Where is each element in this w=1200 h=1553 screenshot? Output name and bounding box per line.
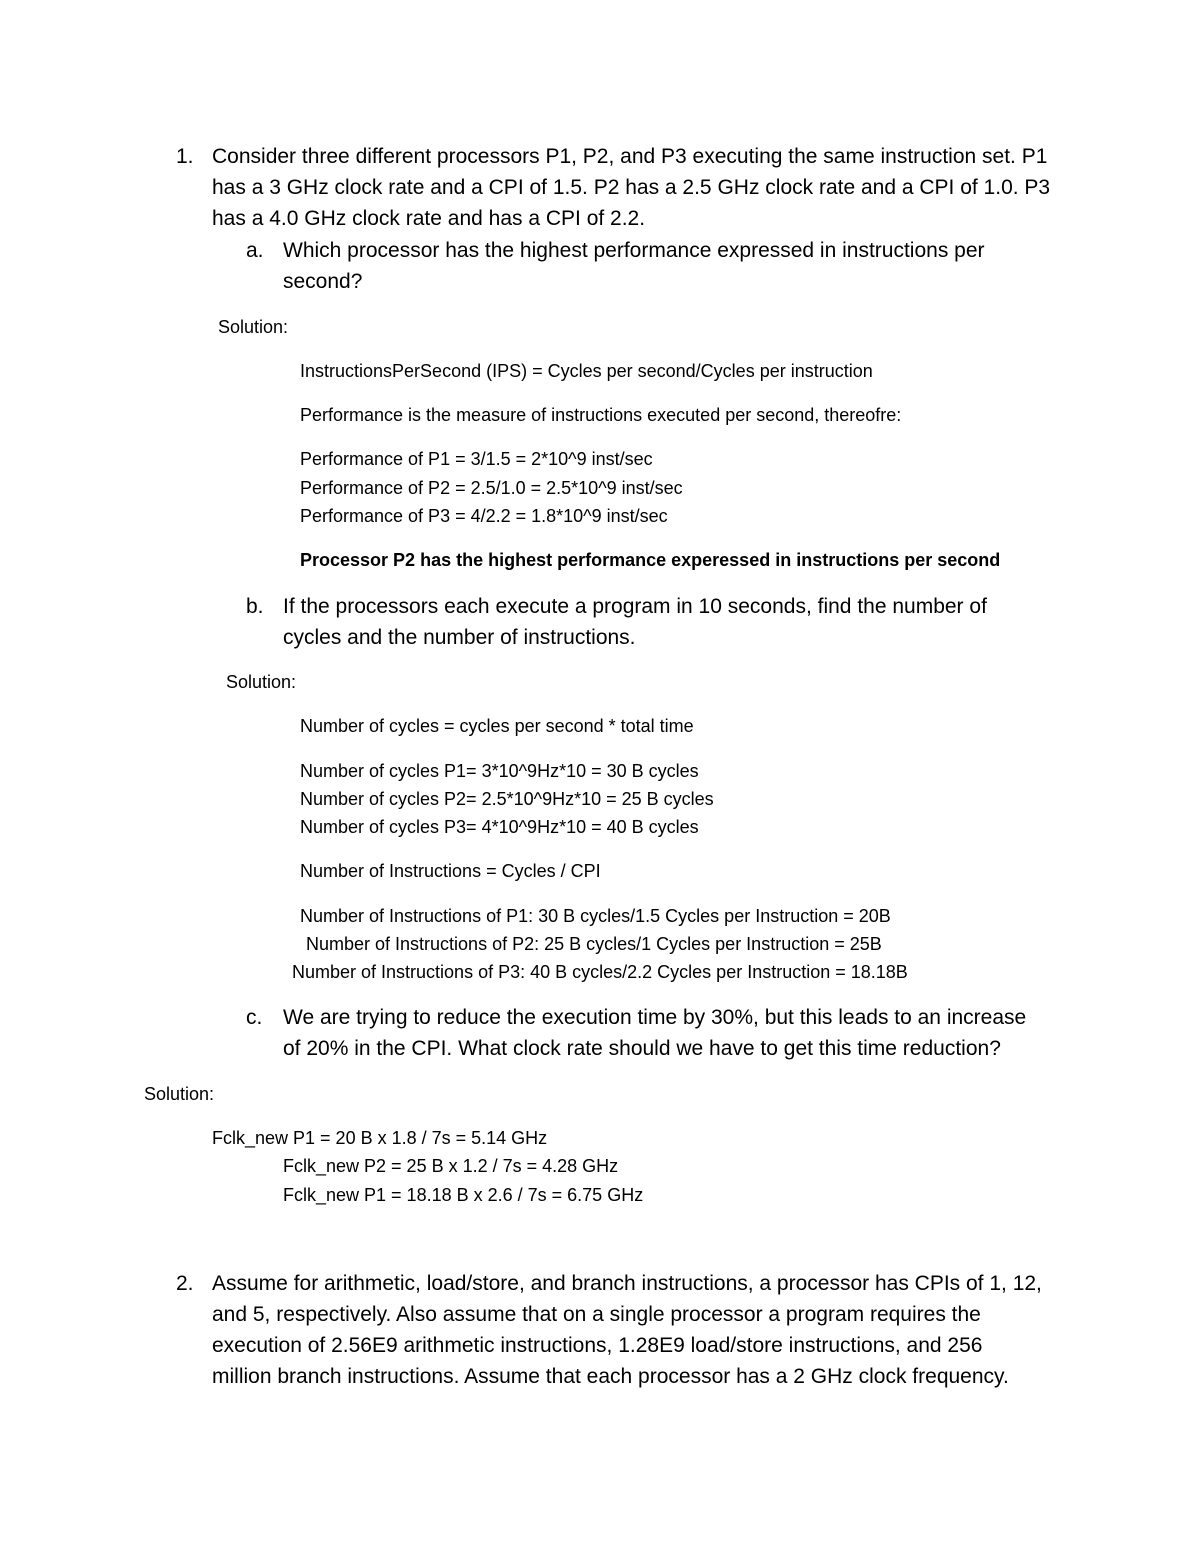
q1c-solution-label: Solution: [144, 1084, 215, 1104]
q1a-text-line-1: Which processor has the highest performance expressed in instructions per [283, 239, 985, 262]
fclk-p1-second: Fclk_new P1 = 18.18 B x 2.6 / 7s = 6.75 GHz [283, 1185, 644, 1205]
instructions-p2: Number of Instructions of P2: 25 B cycles/1 Cycles per Instruction = 25B [306, 934, 882, 954]
cycles-p1: Number of cycles P1= 3*10^9Hz*10 = 30 B cycles [300, 761, 699, 781]
performance-p3: Performance of P3 = 4/2.2 = 1.8*10^9 inst/sec [300, 506, 668, 526]
q1-text-line-2: has a 3 GHz clock rate and a CPI of 1.5. P2 has a 2.5 GHz clock rate and a CPI of 1.0. P3 [212, 176, 1051, 199]
performance-p2: Performance of P2 = 2.5/1.0 = 2.5*10^9 inst/sec [300, 478, 683, 498]
q1b-solution-label: Solution: [226, 672, 297, 692]
q1-number: 1. [176, 145, 194, 168]
q1c-text-line-1: We are trying to reduce the execution time by 30%, but this leads to an increase [283, 1006, 1027, 1029]
instructions-definition: Number of Instructions = Cycles / CPI [300, 861, 601, 881]
cycles-definition: Number of cycles = cycles per second * total time [300, 716, 694, 736]
cycles-p2: Number of cycles P2= 2.5*10^9Hz*10 = 25 B cycles [300, 789, 714, 809]
instructions-p3: Number of Instructions of P3: 40 B cycles/2.2 Cycles per Instruction = 18.18B [292, 962, 908, 982]
q1b-label: b. [246, 595, 264, 618]
q1a-text-line-2: second? [283, 270, 363, 293]
q1a-conclusion: Processor P2 has the highest performance experessed in instructions per second [300, 550, 1001, 570]
q1-text-line-1: Consider three different processors P1, P2, and P3 executing the same instruction set. P1 [212, 145, 1048, 168]
performance-definition: Performance is the measure of instructions executed per second, thereofre: [300, 405, 902, 425]
q2-number: 2. [176, 1272, 194, 1295]
q1b-text-line-2: cycles and the number of instructions. [283, 626, 636, 649]
performance-p1: Performance of P1 = 3/1.5 = 2*10^9 inst/sec [300, 449, 653, 469]
fclk-p2: Fclk_new P2 = 25 B x 1.2 / 7s = 4.28 GHz [283, 1156, 619, 1176]
cycles-p3: Number of cycles P3= 4*10^9Hz*10 = 40 B cycles [300, 817, 699, 837]
ips-definition: InstructionsPerSecond (IPS) = Cycles per second/Cycles per instruction [300, 361, 873, 381]
q2-text-line-4: million branch instructions. Assume that each processor has a 2 GHz clock frequency. [212, 1365, 1009, 1388]
q1c-text-line-2: of 20% in the CPI. What clock rate should we have to get this time reduction? [283, 1037, 1001, 1060]
q2-text-line-2: and 5, respectively. Also assume that on a single processor a program requires the [212, 1303, 981, 1326]
q1a-solution-label: Solution: [218, 317, 289, 337]
q1a-label: a. [246, 239, 264, 262]
q2-text-line-1: Assume for arithmetic, load/store, and branch instructions, a processor has CPIs of 1, 12, [212, 1272, 1042, 1295]
q1b-text-line-1: If the processors each execute a program in 10 seconds, find the number of [283, 595, 987, 618]
q1-text-line-3: has a 4.0 GHz clock rate and has a CPI of 2.2. [212, 207, 646, 230]
instructions-p1: Number of Instructions of P1: 30 B cycles/1.5 Cycles per Instruction = 20B [300, 906, 891, 926]
q1c-label: c. [246, 1006, 263, 1029]
fclk-p1: Fclk_new P1 = 20 B x 1.8 / 7s = 5.14 GHz [212, 1128, 548, 1148]
q2-text-line-3: execution of 2.56E9 arithmetic instructions, 1.28E9 load/store instructions, and 256 [212, 1334, 983, 1357]
